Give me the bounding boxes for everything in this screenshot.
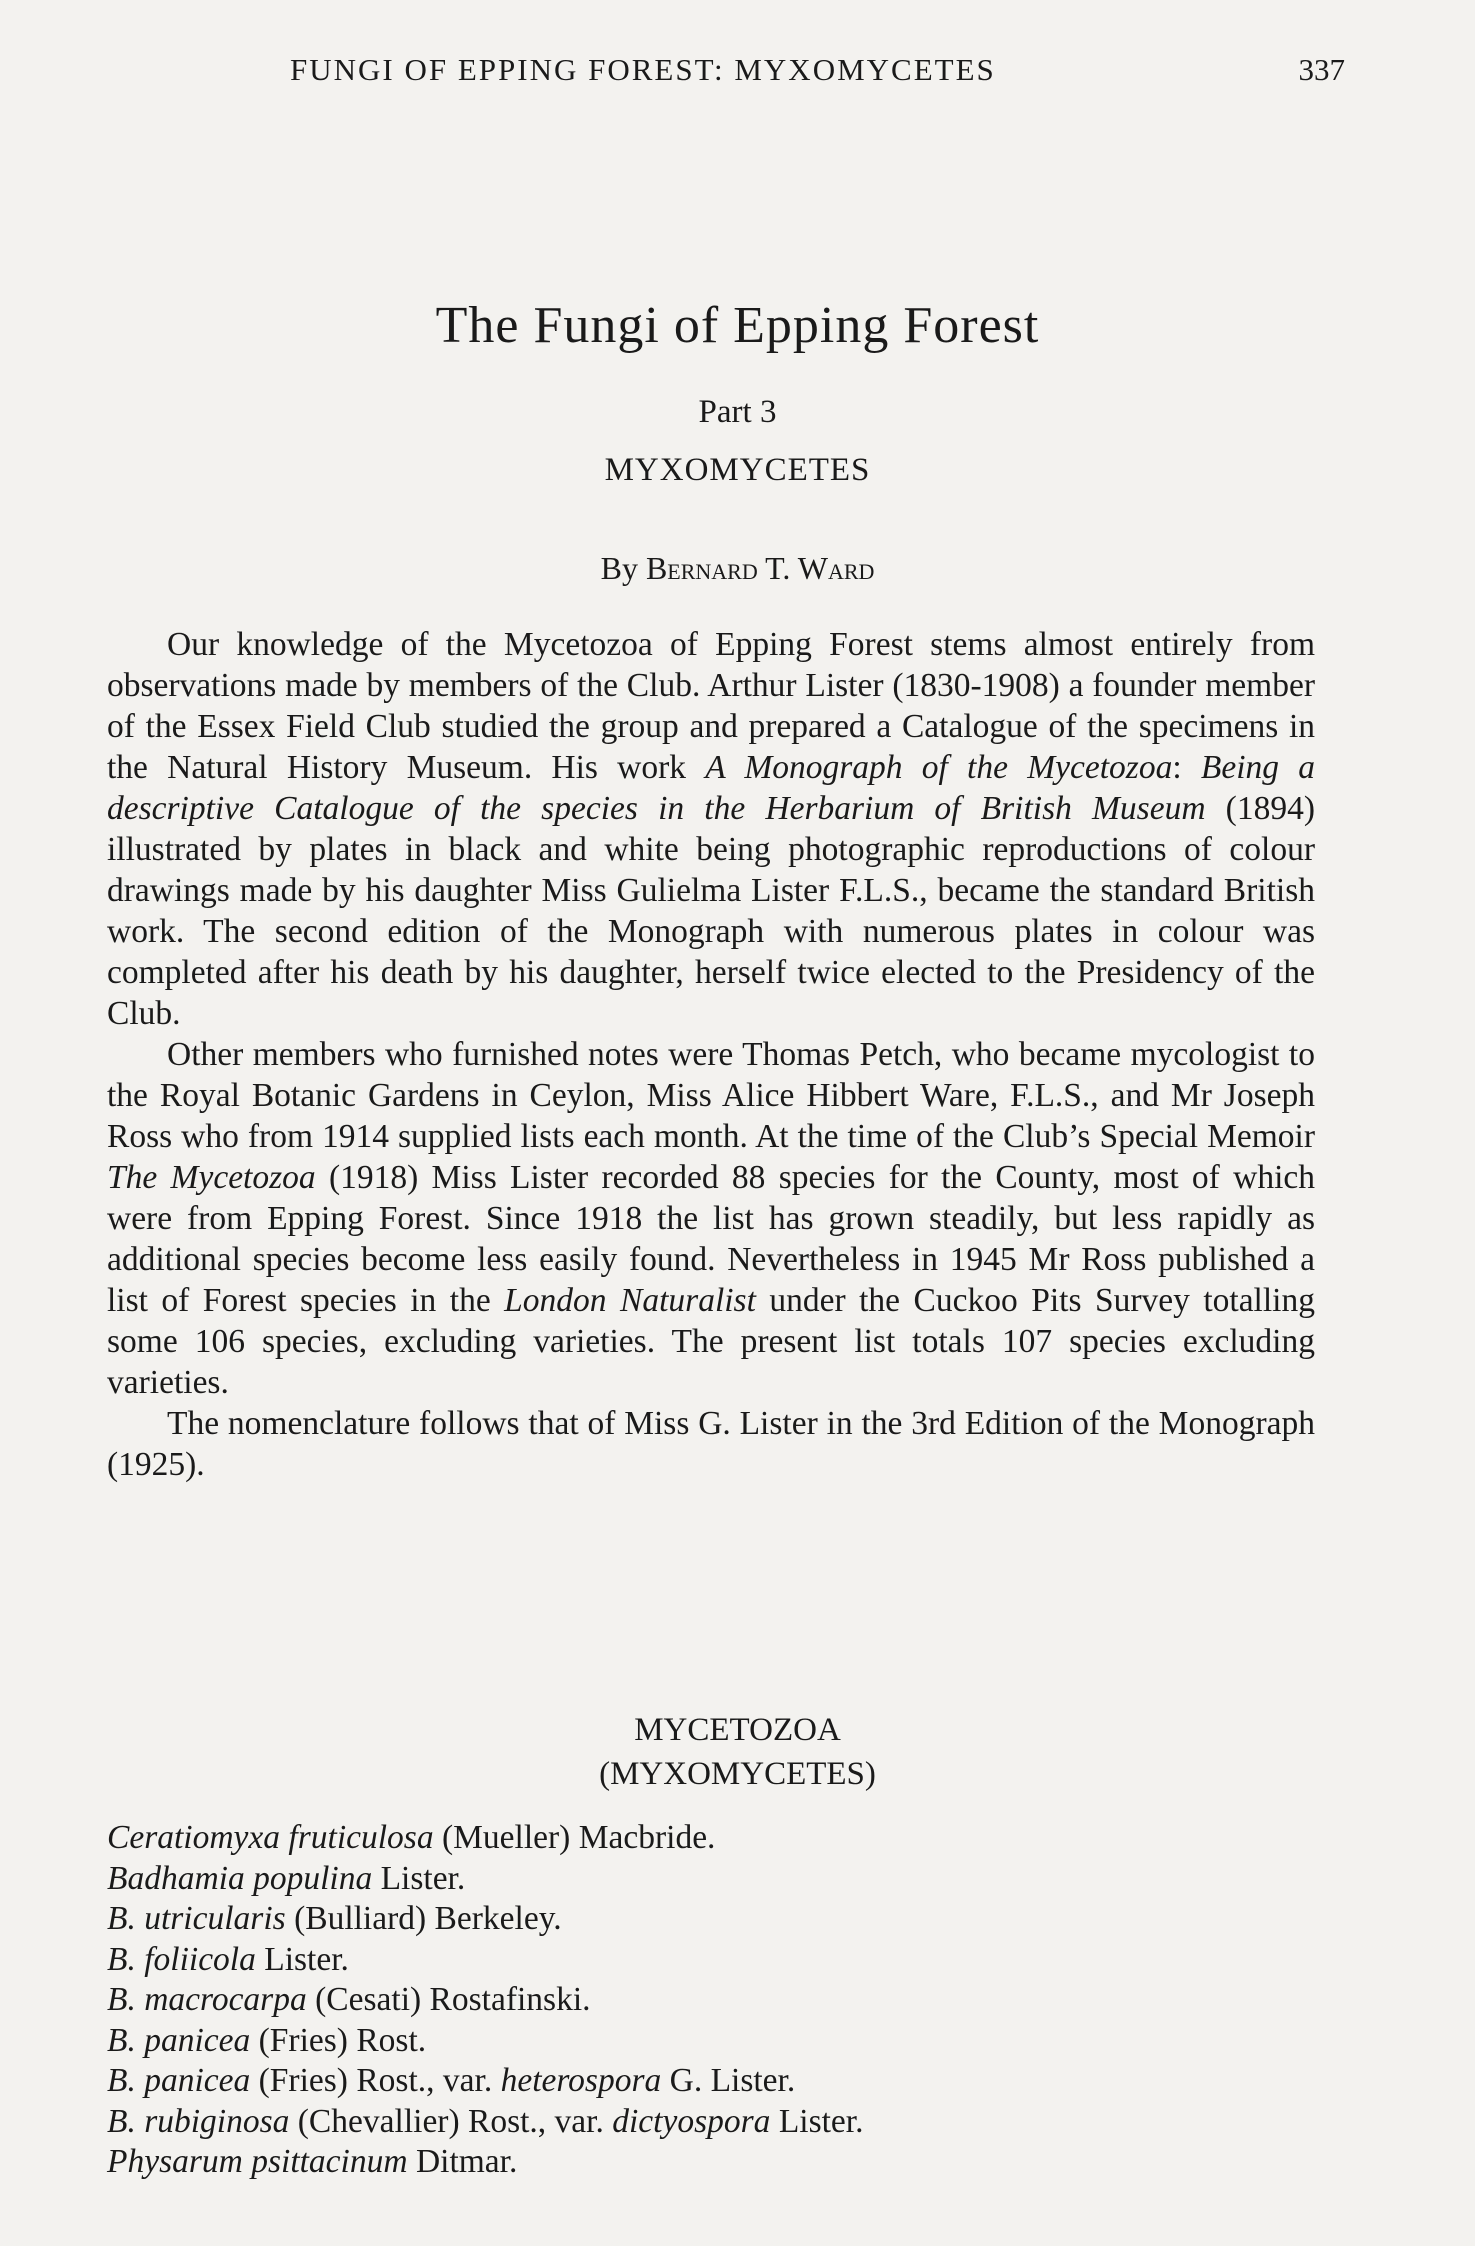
p2-memoir-title: The Mycetozoa: [107, 1159, 316, 1196]
species-authority: (Fries) Rost., var.: [250, 2062, 501, 2099]
species-authority: (Chevallier) Rost., var.: [289, 2102, 613, 2140]
species-entry: [107, 2142, 1315, 2183]
paragraph-1: [107, 624, 1315, 1034]
section-heading-line-2: (MYXOMYCETES): [599, 1756, 876, 1792]
byline-by: By: [600, 550, 638, 586]
part-label: Part 3: [698, 394, 777, 430]
species-authority: Lister.: [372, 1859, 466, 1897]
p2-text-c: (1918) Miss Lister recorded 88 species for the County, most of which were from Epping Forest. Since 1918 the list has grown steadily, but less rapidly as additional species become less easily found. Nevertheless in 1945 Mr Ross published a list of Forest species in the: [107, 1159, 1315, 1319]
species-list: [107, 1818, 1315, 2183]
species-authority: (Bulliard) Berkeley.: [285, 1900, 562, 1937]
section-heading: [0, 1708, 1475, 1796]
species-entry: [107, 1818, 1315, 1859]
byline: [0, 550, 1475, 587]
page-number: 337: [1298, 52, 1345, 87]
section-heading-line-1: MYCETOZOA: [634, 1712, 841, 1748]
species-entry: [107, 2061, 1315, 2102]
species-authority: (Mueller) Macbride.: [433, 1819, 716, 1856]
running-head-title: FUNGI OF EPPING FOREST: MYXOMYCETES: [290, 52, 996, 87]
species-entry: [107, 2021, 1315, 2062]
species-name: B. macrocarpa: [107, 1981, 307, 2018]
paragraph-3: The nomenclature follows that of Miss G. Lister in the 3rd Edition of the Monograph (1925).: [107, 1405, 1315, 1483]
species-entry: [107, 1859, 1315, 1900]
species-name: B. foliicola: [107, 1940, 256, 1978]
species-authority: (Fries) Rost.: [250, 2021, 427, 2059]
variety-authority: G. Lister.: [661, 2062, 796, 2099]
species-name: B. panicea: [107, 2021, 251, 2059]
running-head: [0, 52, 1475, 92]
article-title: The Fungi of Epping Forest: [435, 297, 1040, 354]
p1-book-subtitle: Being a descriptive Catalogue of the species in the Herbarium of British Museum: [107, 749, 1315, 827]
species-entry: [107, 1899, 1315, 1940]
p1-text-e: (1894) illustrated by plates in black and white being photographic reproductions of colour drawings made by his daughter Miss Gulielma Lister F.L.S., became the standard British work. The second edition of the Monograph with numerous plates in colour was completed after his death by his daughter, herself twice elected to the Presidency of the Club.: [107, 790, 1315, 1032]
species-authority: (Cesati) Rostafinski.: [306, 1981, 591, 2018]
variety-authority: Lister.: [770, 2102, 864, 2140]
species-authority: Ditmar.: [407, 2143, 518, 2180]
species-entry: [107, 2102, 1315, 2143]
species-authority: Lister.: [255, 1940, 349, 1978]
p1-text-a: Our knowledge of the Mycetozoa of Epping Forest stems almost entirely from observations made by members of the Club. Arthur Lister (1830-1908) a founder member of the Essex Field Club studied the group and prepared a Catalogue of the specimens in the Natural History Museum. His work: [107, 626, 1315, 786]
p2-text-e: under the Cuckoo Pits Survey totalling some 106 species, excluding varieties. The present list totals 107 species excluding varieties.: [107, 1282, 1315, 1401]
species-name: B. panicea: [107, 2062, 251, 2099]
species-entry: [107, 1980, 1315, 2021]
p1-book-title: A Monograph of the Mycetozoa: [705, 749, 1173, 786]
species-name: B. rubiginosa: [107, 2102, 290, 2140]
p1-text-c: :: [1172, 749, 1201, 786]
species-entry: [107, 1940, 1315, 1981]
part-subtitle: MYXOMYCETES: [604, 452, 871, 488]
p2-journal-title: London Naturalist: [504, 1282, 756, 1319]
species-name: B. utricularis: [107, 1900, 286, 1937]
species-name: Physarum psittacinum: [107, 2143, 408, 2180]
variety-name: dictyospora: [612, 2102, 771, 2140]
paragraph-2: [107, 1034, 1315, 1403]
variety-name: heterospora: [500, 2062, 662, 2099]
author-name: Bernard T. Ward: [645, 550, 875, 586]
article-body: [107, 624, 1315, 1485]
p2-text-a: Other members who furnished notes were Thomas Petch, who became mycologist to the Royal Botanic Gardens in Ceylon, Miss Alice Hibbert Ware, F.L.S., and Mr Joseph Ross who from 1914 supplied lists each month. At the time of the Club’s Special Memoir: [107, 1036, 1315, 1155]
species-name: Badhamia populina: [107, 1859, 373, 1897]
species-name: Ceratiomyxa fruticulosa: [107, 1819, 434, 1856]
